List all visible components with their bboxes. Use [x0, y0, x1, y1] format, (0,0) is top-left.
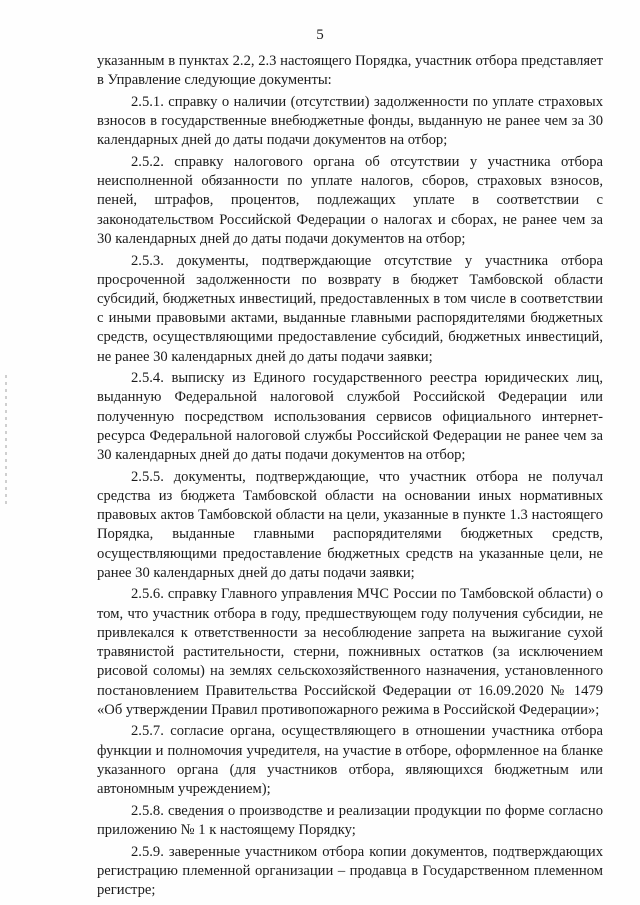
paragraph-2-5-8: 2.5.8. сведения о производстве и реализации продукции по форме согласно приложению № 1 к настоящему Порядку;: [97, 802, 603, 838]
paragraph-2-5-6: 2.5.6. справку Главного управления МЧС России по Тамбовской области) о том, что участник отбора в году, предшествующем году получения субсидии, не привлекался к ответственности за несоблюдение запрета на выжигание сухой травянистой растительности, стерни, пожнивных остатков (за исключением рисовой соломы) на землях сельскохозяйственного назначения, установленного постановлением Правительства Российской Федерации от 16.09.2020 № 1479 «Об утверждении Правил противопожарного режима в Российской Федерации»;: [97, 586, 603, 718]
paragraph-2-5-5: 2.5.5. документы, подтверждающие, что участник отбора не получал средства из бюджета Тамбовской области на основании иных нормативных правовых актов Тамбовской области на цели, указанные в пункте 1.3 настоящего Порядка, выданные главными распорядителями бюджетных средств, осуществляющими предоставление бюджетных средств на указанные цели, не ранее 30 календарных дней до даты подачи заявки;: [97, 468, 603, 581]
scan-margin-mark: [5, 375, 7, 505]
document-body: [97, 52, 603, 903]
paragraph-intro: указанным в пунктах 2.2, 2.3 настоящего Порядка, участник отбора представляет в Управление следующие документы:: [97, 53, 603, 89]
page-number: 5: [316, 27, 324, 43]
paragraph-2-5-9: 2.5.9. заверенные участником отбора копии документов, подтверждающих регистрацию племенной организации – продавца в Государственном племенном регистре;: [97, 843, 603, 899]
paragraph-2-5-1: 2.5.1. справку о наличии (отсутствии) задолженности по уплате страховых взносов в государственные внебюджетные фонды, выданную не ранее чем за 30 календарных дней до даты подачи документов на отбор;: [97, 93, 603, 149]
paragraph-2-5-4: 2.5.4. выписку из Единого государственного реестра юридических лиц, выданную Федеральной налоговой службой Российской Федерации или полученную посредством использования сервисов официального интернет-ресурса Федеральной налоговой службы Российской Федерации не ранее чем за 30 календарных дней до даты подачи документов на отбор;: [97, 370, 603, 464]
paragraph-2-5-7: 2.5.7. согласие органа, осуществляющего в отношении участника отбора функции и полномочия учредителя, на участие в отборе, оформленное на бланке указанного органа (для участников отбора, являющихся бюджетным или автономным учреждением);: [97, 723, 603, 798]
paragraph-2-5-3: 2.5.3. документы, подтверждающие отсутствие у участника отбора просроченной задолженности по возврату в бюджет Тамбовской области субсидий, бюджетных инвестиций, предоставленных в том числе в соответствии с иными правовыми актами, выданные главными распорядителями бюджетных средств, осуществляющими предоставление субсидий, бюджетных инвестиций, не ранее 30 календарных дней до даты подачи заявки;: [97, 252, 603, 365]
paragraph-2-5-2: 2.5.2. справку налогового органа об отсутствии у участника отбора неисполненной обязанности по уплате налогов, сборов, страховых взносов, пеней, штрафов, процентов, подлежащих уплате в соответствии с законодательством Российской Федерации о налогах и сборах, не ранее чем за 30 календарных дней до даты подачи документов на отбор;: [97, 154, 603, 247]
